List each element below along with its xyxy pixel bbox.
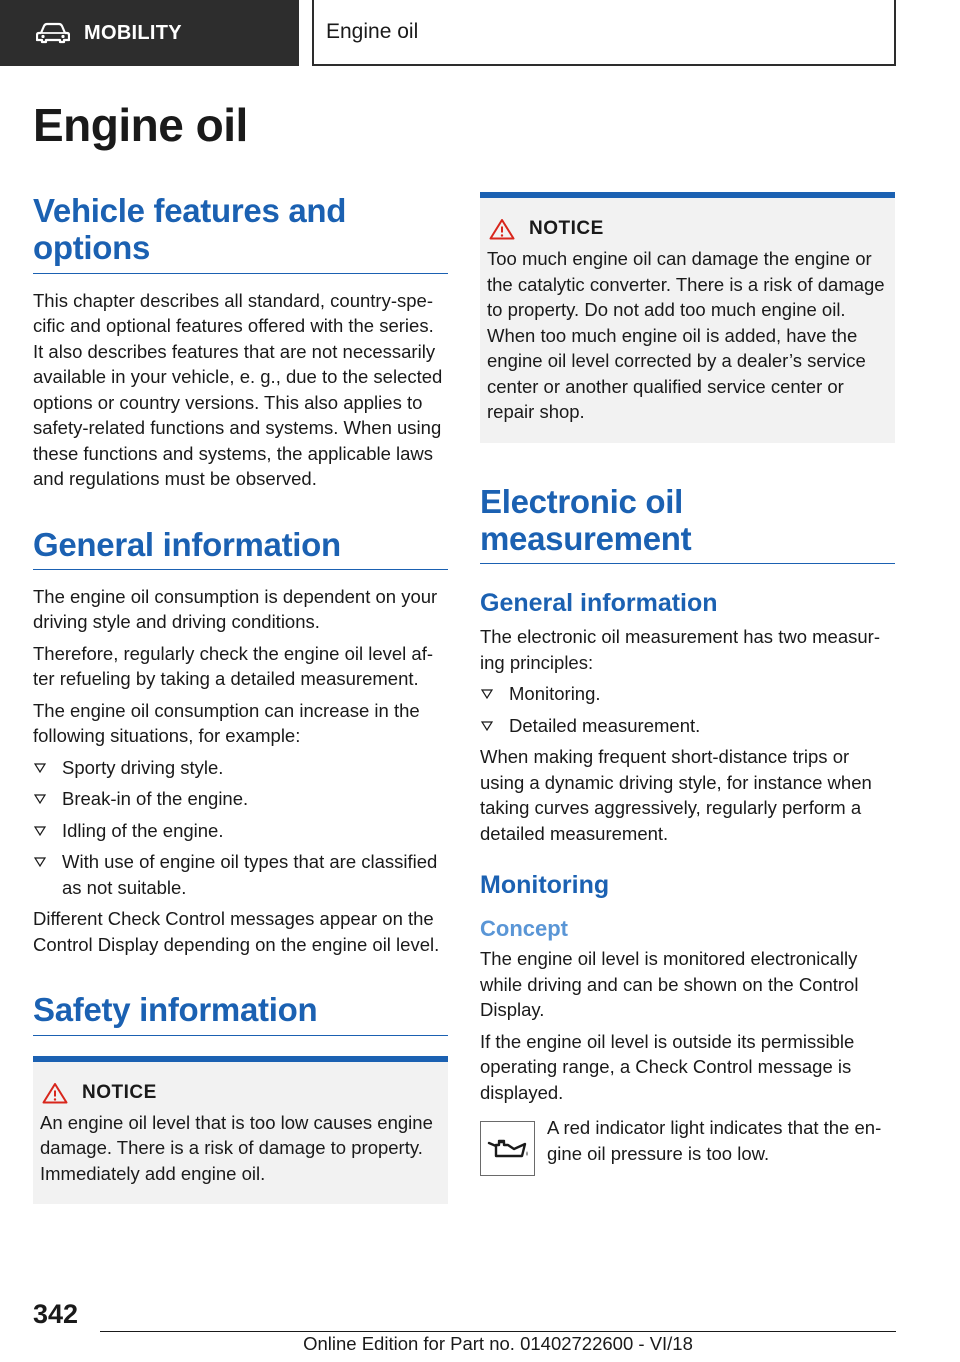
concept-heading: Concept xyxy=(480,916,568,942)
notice-title: NOTICE xyxy=(529,218,604,239)
electronic-oil-heading: Electronic oil measurement xyxy=(480,483,895,565)
triangle-bullet-icon xyxy=(34,826,46,836)
list-item: Detailed measurement. xyxy=(480,713,895,739)
list-item: Sporty driving style. xyxy=(33,755,448,781)
oil-can-icon xyxy=(485,1134,531,1164)
list-item: Idling of the engine. xyxy=(33,818,448,844)
electronic-general-heading: General information xyxy=(480,589,718,618)
topic-tab[interactable] xyxy=(312,0,896,66)
notice-box-low-oil xyxy=(33,1056,448,1205)
triangle-bullet-icon xyxy=(481,721,493,731)
section-label: MOBILITY xyxy=(84,21,182,44)
page-title: Engine oil xyxy=(33,99,248,151)
left-column xyxy=(33,192,448,1204)
list-item: With use of engine oil types that are classified as not suitable. xyxy=(33,849,448,900)
general-info-para1: The engine oil consumption is dependent on your driving style and driving conditions. xyxy=(33,585,438,633)
indicator-text: A red indicator light indicates that the engine oil pressure is too low. xyxy=(547,1117,882,1164)
page-header xyxy=(0,0,960,66)
general-info-para4: Different Check Control messages appear on the Control Display depending on the engine oil level. xyxy=(33,908,440,955)
triangle-bullet-icon xyxy=(34,857,46,867)
monitoring-heading: Monitoring xyxy=(480,871,610,900)
consumption-list xyxy=(33,755,448,901)
general-info-heading: General information xyxy=(33,526,448,570)
notice-body: An engine oil level that is too low causes engine damage. There is a risk of damage to property. Immediately add engine oil. xyxy=(40,1111,433,1184)
vehicle-features-body: This chapter describes all standard, country-specific and optional features offered with the series. It also describes features that are not necessarily available in your vehicle, e. g., due to the selected options or country versions. This also applies to safety-related functions and systems. When using these functions and systems, the applicable laws and regulations must be observed. xyxy=(33,289,443,490)
indicator-row xyxy=(480,1115,895,1176)
notice-title: NOTICE xyxy=(82,1081,157,1103)
concept-para1: The engine oil level is monitored electronically while driving and can be shown on the Control Display. xyxy=(480,948,859,1021)
general-info-para3: The engine oil consumption can increase in the following situations, for example: xyxy=(33,699,420,747)
section-tab[interactable] xyxy=(0,0,299,66)
topic-label: Engine oil xyxy=(326,20,419,43)
principles-list xyxy=(480,681,895,738)
triangle-bullet-icon xyxy=(34,794,46,804)
car-icon xyxy=(36,22,70,44)
warning-triangle-icon xyxy=(489,218,515,240)
triangle-bullet-icon xyxy=(481,689,493,699)
notice-body: Too much engine oil can damage the engine or the catalytic converter. There is a risk of damage to property. Do not add too much engine oil. When too much engine oil is added, have the engine oil level corrected by a dealer’s service center or another qualified service center or repair shop. xyxy=(487,248,885,422)
safety-info-heading: Safety information xyxy=(33,991,448,1035)
warning-triangle-icon xyxy=(42,1082,68,1104)
triangle-bullet-icon xyxy=(34,763,46,773)
electronic-general-para2: When making frequent short-distance trips or using a dynamic driving style, for instance when taking curves aggressively, regularly perform a detailed measurement. xyxy=(480,746,872,844)
general-info-para2: Therefore, regularly check the engine oil level after refueling by taking a detailed measurement. xyxy=(33,642,434,690)
notice-box-too-much-oil xyxy=(480,192,895,443)
right-column xyxy=(480,192,895,1176)
vehicle-features-heading: Vehicle features and options xyxy=(33,192,448,274)
edition-text: Online Edition for Part no. 01402722600 - VI/18 xyxy=(303,1333,693,1354)
page-number: 342 xyxy=(33,1299,79,1329)
indicator-frame xyxy=(480,1121,535,1176)
electronic-general-para: The electronic oil measurement has two measuring principles: xyxy=(480,626,880,673)
list-item: Break-in of the engine. xyxy=(33,786,448,812)
list-item: Monitoring. xyxy=(480,681,895,707)
concept-para2: If the engine oil level is outside its permissible operating range, a Check Control message is displayed. xyxy=(480,1030,855,1103)
